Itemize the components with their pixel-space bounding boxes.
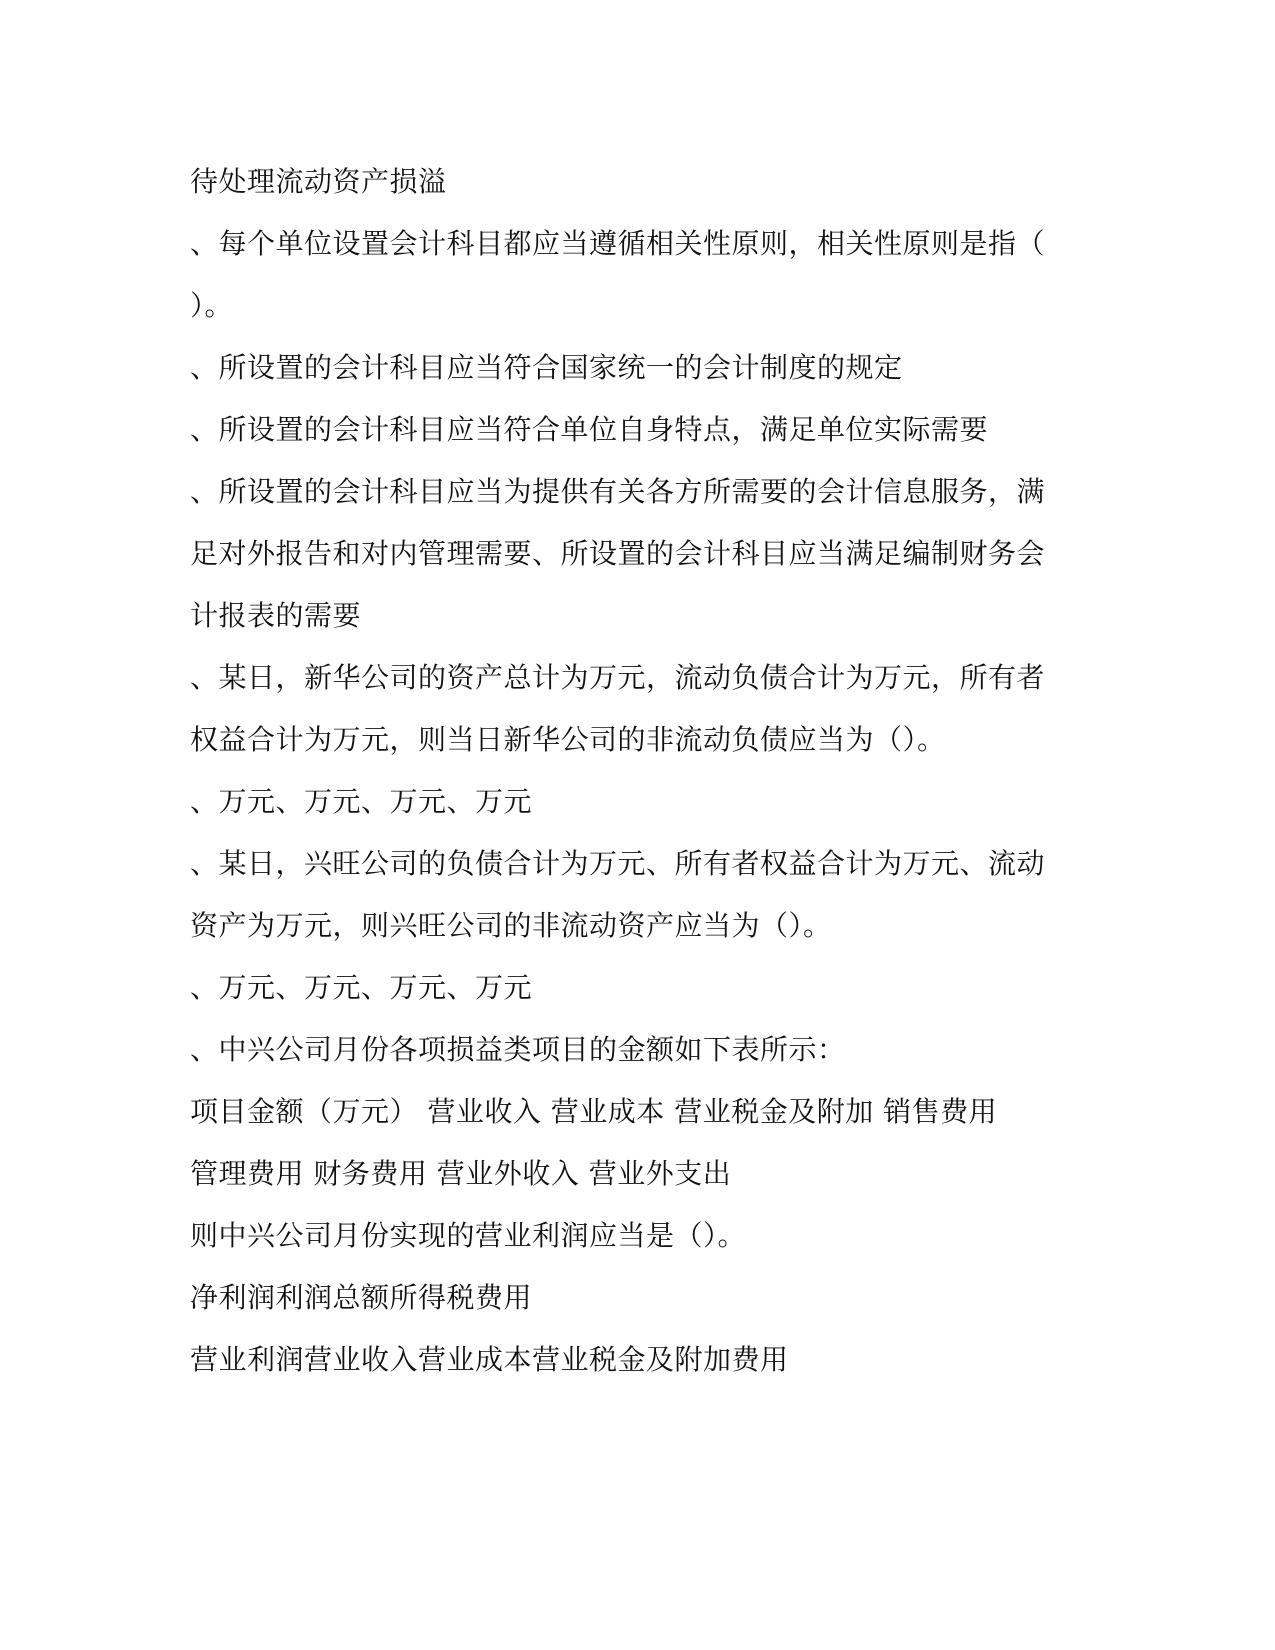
text-line: 、每个单位设置会计科目都应当遵循相关性原则，相关性原则是指（	[190, 227, 1046, 260]
text-line: 、所设置的会计科目应当为提供有关各方所需要的会计信息服务，满	[190, 475, 1046, 508]
text-line: 则中兴公司月份实现的营业利润应当是（）。	[190, 1219, 747, 1252]
text-line: 、万元、万元、万元、万元	[190, 971, 533, 1004]
text-line: ）。	[190, 289, 234, 322]
text-line: 足对外报告和对内管理需要、所设置的会计科目应当满足编制财务会	[190, 537, 1046, 570]
text-line: 计报表的需要	[190, 599, 362, 632]
text-line: 管理费用 财务费用 营业外收入 营业外支出	[190, 1157, 732, 1190]
text-line: 待处理流动资产损溢	[190, 165, 447, 198]
text-line: 、万元、万元、万元、万元	[190, 785, 533, 818]
text-line: 项目金额（万元） 营业收入 营业成本 营业税金及附加 销售费用	[190, 1095, 998, 1128]
text-line: 净利润利润总额所得税费用	[190, 1281, 533, 1314]
text-line: 营业利润营业收入营业成本营业税金及附加费用	[190, 1343, 789, 1376]
text-line: 、某日，新华公司的资产总计为万元，流动负债合计为万元，所有者	[190, 661, 1046, 694]
text-line: 、所设置的会计科目应当符合单位自身特点，满足单位实际需要	[190, 413, 989, 446]
text-line: 、某日，兴旺公司的负债合计为万元、所有者权益合计为万元、流动	[190, 847, 1046, 880]
text-line: 、所设置的会计科目应当符合国家统一的会计制度的规定	[190, 351, 903, 384]
text-line: 、中兴公司月份各项损益类项目的金额如下表所示：	[190, 1033, 846, 1066]
text-line: 权益合计为万元，则当日新华公司的非流动负债应当为（）。	[190, 723, 946, 756]
text-line: 资产为万元，则兴旺公司的非流动资产应当为（）。	[190, 909, 832, 942]
